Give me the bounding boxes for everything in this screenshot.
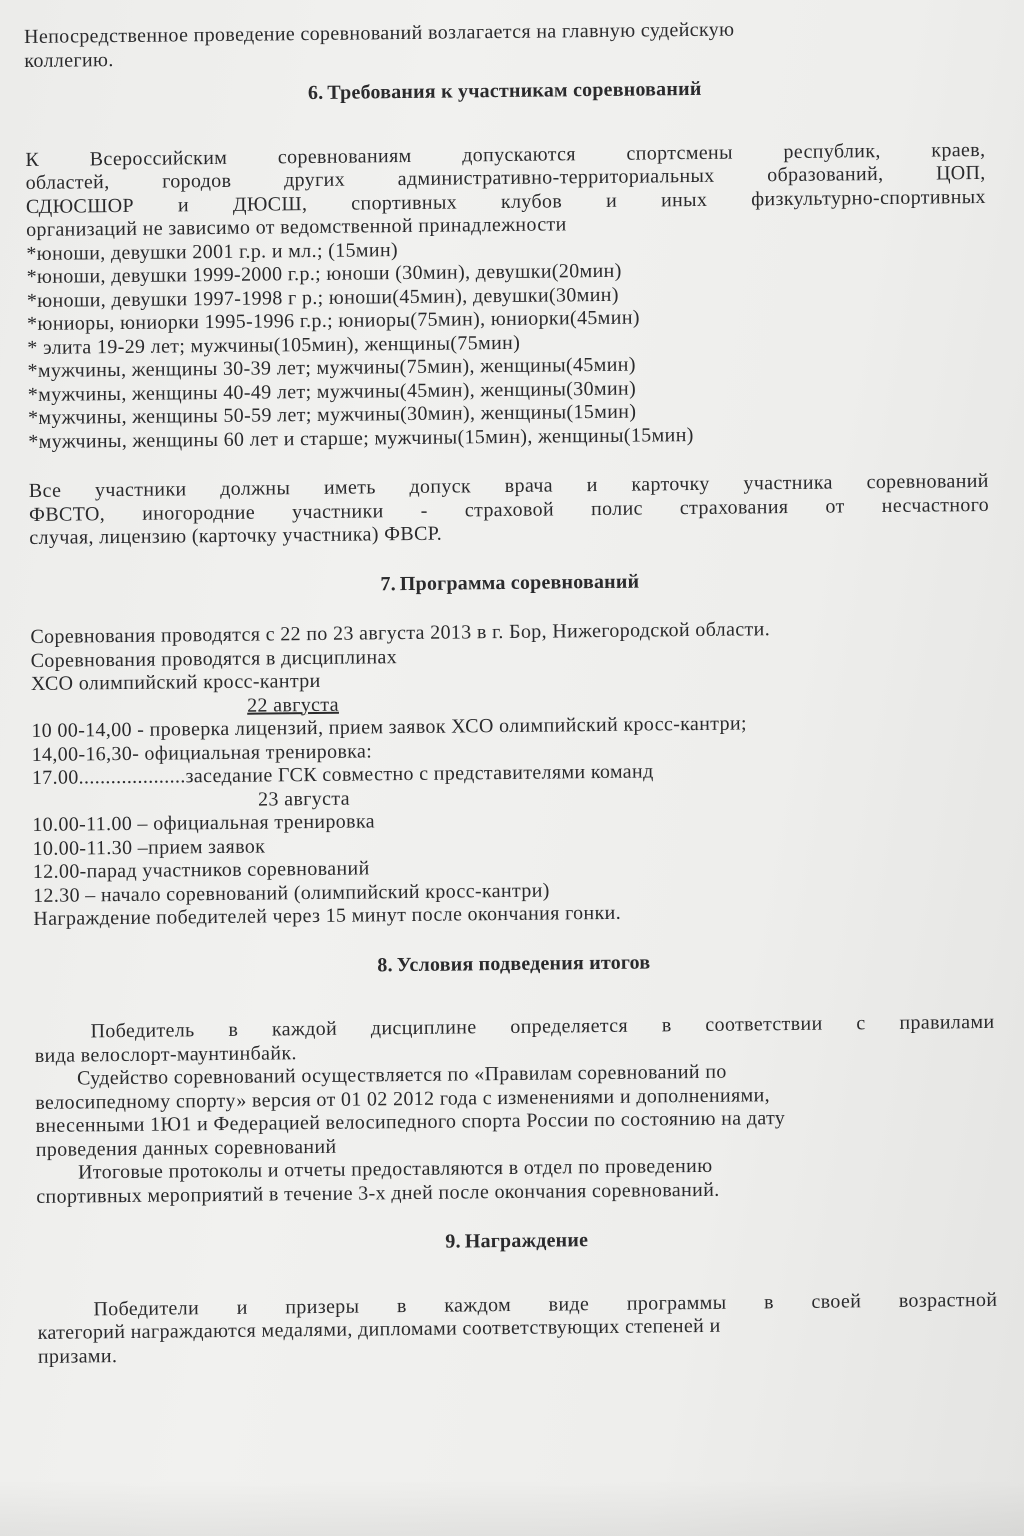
- paragraph-line: велосипедному спорту» версия от 01 02 2012 года с изменениями и дополнениями,: [35, 1083, 771, 1114]
- age-category-item: *мужчины, женщины 40-49 лет; мужчины(45мин), женщины(30мин): [27, 377, 637, 406]
- paragraph-line: К Всероссийским соревнованиям допускаются спортсмены республик, краев,: [25, 138, 986, 171]
- age-category-list: [26, 232, 988, 454]
- schedule-item: 10 00-14,00 - проверка лицензий, прием заявок ХСО олимпийский кросс-кантри;: [31, 712, 747, 742]
- paragraph-line: случая, лицензию (карточку участника) ФВСР.: [29, 522, 443, 549]
- age-category-item: *юноши, девушки 1997-1998 г р.; юноши(45мин), девушки(30мин): [26, 283, 619, 312]
- paragraph-line: вида велослорт-маунтинбайк.: [34, 1041, 297, 1067]
- age-category-item: *мужчины, женщины 60 лет и старше; мужчины(15мин), женщины(15мин): [28, 423, 694, 453]
- paragraph-line: Победители и призеры в каждом виде программы в своей возрастной: [93, 1288, 998, 1320]
- section-title: Программа соревнований: [399, 570, 640, 595]
- paragraph-line: СДЮСШОР и ДЮСШ, спортивных клубов и иных физкультурно-спортивных: [25, 185, 986, 218]
- section-title: Требования к участникам соревнований: [327, 77, 702, 104]
- age-category-item: * элита 19-29 лет; мужчины(105мин), женщины(75мин): [27, 331, 521, 359]
- age-category-item: *юниоры, юниорки 1995-1996 г.р.; юниоры(75мин), юниорки(45мин): [27, 306, 640, 335]
- schedule-item: 12.00-парад участников соревнований: [32, 857, 370, 883]
- schedule-day-1: [31, 710, 992, 791]
- paragraph-line: категорий награждаются медалями, дипломами соответствующих степеней и: [37, 1314, 721, 1344]
- paragraph-line: областей, городов других административно-территориальных образований, ЦОП,: [25, 161, 986, 194]
- section-number: 8.: [377, 953, 393, 976]
- paper-shadow: [0, 1480, 1024, 1536]
- paragraph-line: Все участники должны иметь допуск врача и карточку участника соревнований: [28, 469, 989, 502]
- age-category-item: *мужчины, женщины 30-39 лет; мужчины(75мин), женщины(45мин): [27, 353, 636, 382]
- paragraph-line: проведения данных соревнований: [35, 1135, 337, 1161]
- paragraph-line: Итоговые протоколы и отчеты предоставляются в отдел по проведению: [77, 1154, 713, 1184]
- judging-paragraph: [35, 1058, 996, 1162]
- section-number: 9.: [445, 1230, 461, 1253]
- paragraph-line: Соревнования проводятся с 22 по 23 августа 2013 в г. Бор, Нижегородской области.: [30, 618, 771, 648]
- awards-paragraph: [37, 1288, 998, 1369]
- paragraph-line: призами.: [37, 1344, 118, 1368]
- schedule-date: 22 августа: [247, 693, 340, 717]
- admission-paragraph: [25, 138, 986, 242]
- section-number: 6.: [307, 81, 324, 105]
- intro-line: коллегию.: [24, 48, 114, 72]
- age-category-item: *мужчины, женщины 50-59 лет; мужчины(30мин), женщины(15мин): [27, 400, 637, 429]
- age-category-item: *юноши, девушки 1999-2000 г.р.; юноши (30мин), девушки(20мин): [26, 259, 622, 288]
- schedule-day-2: [32, 804, 993, 932]
- requirements-paragraph: [29, 470, 990, 551]
- schedule-item: 10.00-11.00 – официальная тренировка: [32, 810, 375, 836]
- paragraph-line: ХСО олимпийский кросс-кантри: [30, 669, 321, 695]
- paragraph-line: организаций не зависимо от ведомственной принадлежности: [26, 213, 567, 241]
- section-number: 7.: [380, 572, 396, 595]
- schedule-date: 23 августа: [257, 787, 350, 811]
- section-title: Условия подведения итогов: [396, 950, 651, 976]
- intro-line: Непосредственное проведение соревнований возлагается на главную судейскую: [24, 18, 735, 48]
- section-title: Награждение: [464, 1229, 589, 1253]
- schedule-item: 14,00-16,30- официальная тренировка:: [31, 739, 373, 766]
- paragraph-line: Соревнования проводятся в дисциплинах: [30, 645, 398, 672]
- schedule-item: 17.00....................заседание ГСК совместно с представителями команд: [31, 760, 654, 789]
- schedule-item: 12.30 – начало соревнований (олимпийский кросс-кантри): [32, 879, 550, 907]
- age-category-item: *юноши, девушки 2001 г.р. и мл.; (15мин): [26, 238, 399, 265]
- paragraph-line: ФВСТО, иногородние участники - страховой полис страхования от несчастного: [29, 493, 990, 526]
- paragraph-line: Победитель в каждой дисциплине определяется в соответствии с правилами: [90, 1010, 995, 1043]
- paragraph-line: спортивных мероприятий в течение 3-х дней после окончания соревнований.: [36, 1178, 720, 1208]
- document-body: [24, 16, 998, 1369]
- schedule-item: Награждение победителей через 15 минут после окончания гонки.: [33, 901, 622, 930]
- schedule-item: 10.00-11.30 –прием заявок: [32, 835, 266, 860]
- program-intro: [30, 616, 991, 697]
- paragraph-line: Судейство соревнований осуществляется по «Правилам соревнований по: [76, 1060, 727, 1090]
- paragraph-line: внесенными 1Ю1 и Федерацией велосипедного спорта России по состоянию на дату: [35, 1107, 786, 1137]
